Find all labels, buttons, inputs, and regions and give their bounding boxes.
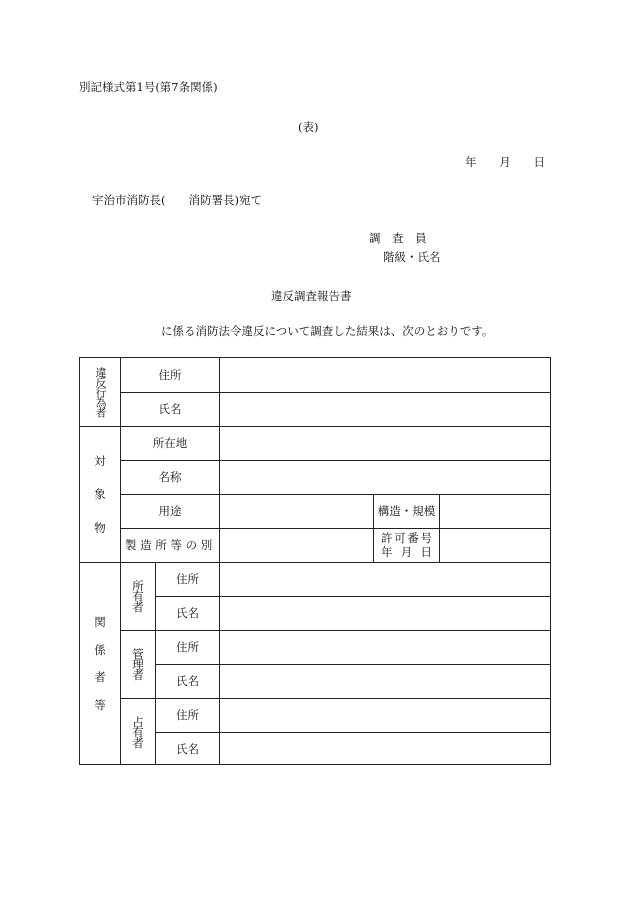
occupant-label: 占有者 (131, 715, 145, 748)
manager-address-field[interactable] (220, 630, 551, 664)
owner-address-label: 住 所 (176, 572, 199, 586)
owner-name-label: 氏 名 (176, 606, 199, 620)
violator-name-field[interactable] (220, 392, 551, 426)
date-month: 月 (499, 155, 511, 169)
violator-address-label: 住 所 (158, 368, 182, 382)
object-group-label: 対 象 物 (94, 453, 106, 535)
document-intro: に係る消防法令違反について調査した結果は、次のとおりです。 (161, 324, 494, 338)
date-day: 日 (533, 155, 545, 169)
document-title: 違反調査報告書 (271, 289, 352, 303)
report-table (79, 357, 551, 765)
manager-address-label: 住 所 (176, 640, 199, 654)
manager-name-label: 氏 名 (176, 674, 199, 688)
date-year: 年 (465, 155, 477, 169)
permit-number-date-field[interactable] (440, 528, 551, 562)
object-name-field[interactable] (220, 460, 551, 494)
owner-address-field[interactable] (220, 562, 551, 596)
investigator-rank-name: 階級・氏名 (383, 250, 441, 264)
manager-name-field[interactable] (220, 664, 551, 698)
related-group-label: 関 係 者 等 (94, 615, 106, 712)
occupant-address-label: 住 所 (176, 708, 199, 722)
form-number: 別記様式第1号(第7条関係) (79, 80, 218, 94)
object-use-label: 用 途 (158, 504, 182, 518)
owner-label: 所有者 (131, 580, 145, 612)
object-name-label: 名 称 (158, 470, 182, 484)
object-location-label: 所 在 地 (152, 436, 188, 450)
license-type-label: 製 造 所 等 の 別 (125, 538, 213, 552)
investigator-title: 調 査 員 (369, 231, 427, 245)
license-type-field[interactable] (220, 528, 373, 562)
structure-scale-field[interactable] (440, 494, 551, 528)
owner-name-field[interactable] (220, 596, 551, 630)
object-location-field[interactable] (220, 426, 551, 460)
object-use-field[interactable] (220, 494, 373, 528)
permit-number-date-label: 許 可 番 号 年 月 日 (381, 531, 432, 559)
addressee: 宇治市消防長( 消防署長)宛て (92, 193, 262, 207)
manager-label: 管理者 (131, 648, 145, 680)
occupant-name-field[interactable] (220, 732, 551, 765)
violator-address-field[interactable] (220, 358, 551, 392)
structure-scale-label: 構造・規模 (377, 504, 436, 518)
date-line (465, 155, 545, 169)
occupant-address-field[interactable] (220, 698, 551, 732)
form-side-label: (表) (298, 120, 319, 134)
violator-group-label: 違反行為者 (94, 367, 107, 417)
occupant-name-label: 氏 名 (176, 741, 199, 756)
violator-name-label: 氏 名 (158, 402, 182, 416)
